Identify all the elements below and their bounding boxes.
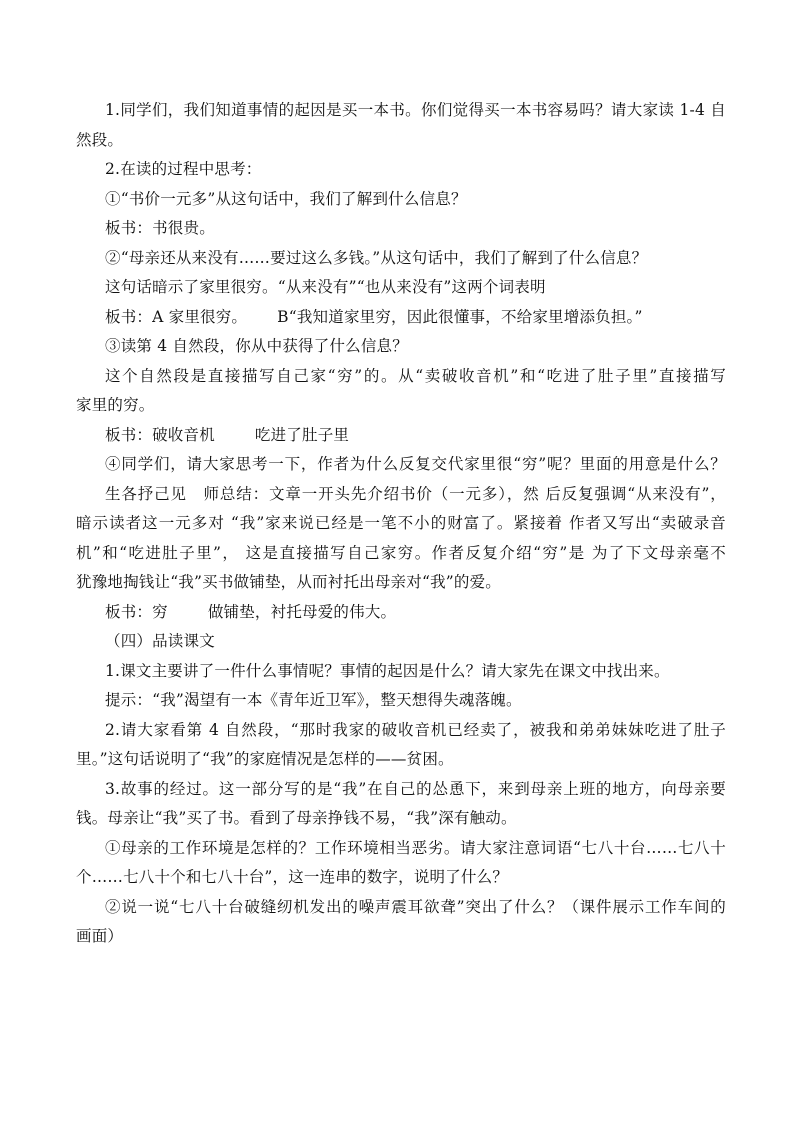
paragraph-line: ①“书价一元多”从这句话中，我们了解到什么信息？ [105,189,467,208]
section-heading: （四）品读课文 [105,632,215,650]
paragraph-line: 3.故事的经过。这一部分写的是“我”在自己的怂恿下，来到母亲上班的地方，向母亲要 [105,779,726,798]
board-note-line: 板书：书很贵。 [105,219,215,237]
board-note-line [76,421,726,451]
hint-line: 提示：“我”渴望有一本《青年近卫军》，整天想得失魂落魄。 [105,691,522,709]
paragraph-line: 1.课文主要讲了一件什么事情呢？事情的起因是什么？请大家先在课文中找出来。 [105,661,670,680]
paragraph-line: 犹豫地掏钱让“我”买书做铺垫，从而衬托出母亲对“我”的爱。 [76,573,501,591]
paragraph-line: ④同学们，请大家思考一下，作者为什么反复交代家里很“穷”呢？里面的用意是什么？ [105,455,726,473]
paragraph-line: 钱。母亲让“我”买了书。看到了母亲挣钱不易，“我”深有触动。 [76,809,517,827]
paragraph-line [76,480,726,510]
paragraph-line: 个……七八十个和七八十台”，这一连串的数字，说明了什么？ [76,868,509,886]
paragraph-line: ②说一说“七八十台破缝纫机发出的噪声震耳欲聋”突出了什么？（课件展示工作车间的 [105,897,726,916]
paragraph-line: 然段。 [76,130,124,149]
paragraph-line: 2.在读的过程中思考： [105,160,262,178]
paragraph-line: 家里的穷。 [76,396,155,414]
board-note-eaten: 吃进了肚子里 [254,425,350,444]
paragraph-line: 2.请大家看第 4 自然段，“那时我家的破收音机已经卖了，被我和弟弟妹妹吃进了肚子 [105,720,726,739]
document-body [76,96,726,952]
board-note-line [76,303,726,333]
paragraph-line: 这句话暗示了家里很穷。“从来没有”“也从来没有”这两个词表明 [105,278,546,296]
board-note-foreshadow: 做铺垫，衬托母爱的伟大。 [207,602,397,621]
board-note-line [76,598,726,628]
paragraph-line: ①母亲的工作环境是怎样的？工作环境相当恶劣。请大家注意词语“七八十台……七八十 [105,838,726,857]
paragraph-line: 画面） [76,927,124,945]
paragraph-line: 机”和“吃进肚子里”， 这是直接描写自己家穷。作者反复介绍“穷”是 为了下文母亲毫不 [76,543,726,562]
paragraph-line: 1.同学们，我们知道事情的起因是买一本书。你们觉得买一本书容易吗？请大家读 1-4 自 [105,101,726,119]
student-discussion: 生各抒己见 [105,484,187,503]
board-note-b: B“我知道家里穷，因此很懂事，不给家里增添负担。” [277,307,643,326]
board-note-poor: 板书：穷 [105,602,168,621]
paragraph-line: 这个自然段是直接描写自己家“穷”的。从“卖破收音机”和“吃进了肚子里”直接描写 [105,366,726,385]
teacher-summary: 师总结：文章一开头先介绍书价（一元多），然 后反复强调“从来没有”， [202,484,726,503]
board-note-radio: 板书：破收音机 [105,425,215,444]
paragraph-line: ②“母亲还从来没有……要过这么多钱。”从这句话中，我们了解到了什么信息？ [105,248,648,267]
board-note-a: 板书：A 家里很穷。 [105,307,248,326]
paragraph-line: 暗示读者这一元多对 “我”家来说已经是一笔不小的财富了。紧接着 作者又写出“卖破录音 [76,514,726,532]
paragraph-line: 里。”这句话说明了“我”的家庭情况是怎样的——贫困。 [76,750,454,768]
paragraph-line: ③读第 4 自然段，你从中获得了什么信息？ [105,337,408,355]
